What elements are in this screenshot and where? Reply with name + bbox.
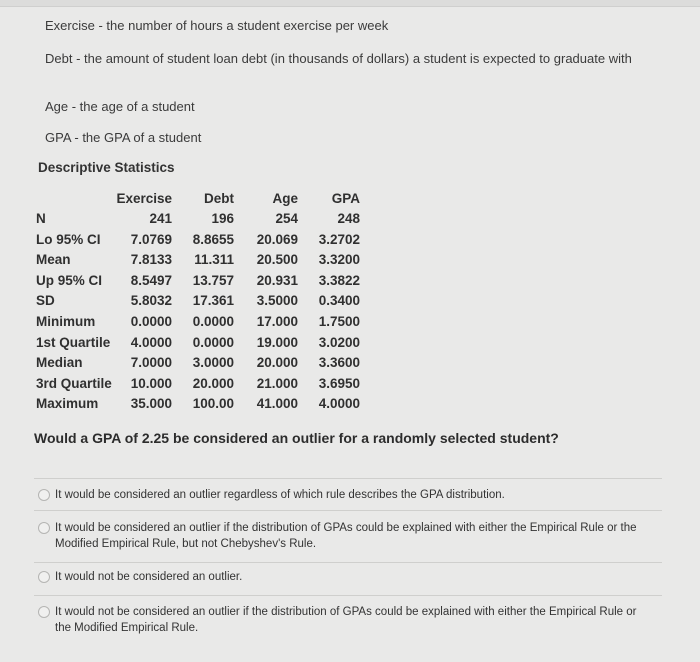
row-label: 3rd Quartile [36, 375, 112, 391]
option-divider [34, 595, 662, 596]
cell-debt: 100.00 [192, 396, 234, 412]
cell-debt: 3.0000 [192, 355, 234, 371]
option-label: It would not be considered an outlier. [55, 571, 243, 583]
section-title: Descriptive Statistics [38, 160, 175, 175]
cell-exercise: 4.0000 [130, 334, 172, 350]
cell-exercise: 241 [149, 211, 172, 226]
row-label: Median [36, 355, 83, 371]
cell-age: 20.000 [256, 355, 298, 371]
cell-gpa: 1.7500 [318, 314, 360, 329]
option-divider [34, 562, 662, 563]
radio-button[interactable] [38, 489, 50, 501]
cell-debt: 17.361 [192, 293, 234, 309]
cell-age: 19.000 [256, 334, 298, 350]
column-header-gpa: GPA [331, 191, 360, 206]
option-divider [34, 510, 662, 511]
cell-exercise: 0.0000 [130, 314, 172, 329]
cell-age: 20.500 [256, 252, 298, 268]
row-label: Maximum [36, 396, 99, 412]
row-label: SD [36, 293, 55, 309]
cell-gpa: 3.2702 [318, 231, 360, 247]
row-label: 1st Quartile [36, 334, 111, 350]
cell-gpa: 0.3400 [318, 293, 360, 309]
cell-gpa: 4.0000 [318, 396, 360, 412]
definition-age: Age - the age of a student [45, 99, 195, 114]
cell-exercise: 7.8133 [130, 252, 172, 268]
cell-exercise: 7.0769 [130, 231, 172, 247]
cell-age: 254 [275, 211, 298, 226]
row-label: N [36, 211, 46, 226]
cell-exercise: 5.8032 [130, 293, 172, 309]
cell-age: 3.5000 [256, 293, 298, 309]
column-header-age: Age [272, 191, 298, 206]
definition-gpa: GPA - the GPA of a student [45, 130, 202, 145]
column-header-debt: Debt [204, 191, 234, 206]
cell-age: 20.069 [256, 231, 298, 247]
cell-gpa: 3.3200 [318, 252, 360, 268]
definition-exercise: Exercise - the number of hours a student exercise per week [45, 18, 389, 33]
row-label: Up 95% CI [36, 272, 103, 288]
option-label: It would be considered an outlier if the distribution of GPAs could be explained with either the Empirical Rule or the Modified Empirical Rule, but not Chebyshev's Rule. [55, 522, 637, 550]
cell-debt: 13.757 [192, 272, 234, 288]
column-header-exercise: Exercise [116, 191, 172, 206]
row-label: Lo 95% CI [36, 231, 101, 247]
cell-gpa: 3.6950 [318, 375, 360, 391]
cell-exercise: 7.0000 [130, 355, 172, 371]
cell-gpa: 248 [337, 211, 360, 226]
radio-button[interactable] [38, 606, 50, 618]
option-divider [34, 478, 662, 479]
radio-button[interactable] [38, 571, 50, 583]
definition-debt: Debt - the amount of student loan debt (in thousands of dollars) a student is expected to graduate with [45, 51, 632, 66]
cell-gpa: 3.3600 [318, 355, 360, 371]
cell-age: 17.000 [256, 314, 298, 329]
cell-debt: 196 [211, 211, 234, 226]
cell-debt: 0.0000 [192, 334, 234, 350]
cell-debt: 0.0000 [192, 314, 234, 329]
row-label: Minimum [36, 314, 96, 329]
cell-debt: 11.311 [194, 252, 234, 268]
cell-age: 20.931 [256, 272, 298, 288]
cell-age: 21.000 [256, 375, 298, 391]
radio-button[interactable] [38, 522, 50, 534]
cell-exercise: 8.5497 [130, 272, 172, 288]
cell-debt: 20.000 [192, 375, 234, 391]
option-label: It would not be considered an outlier if the distribution of GPAs could be explained with either the Empirical Rule or the Modified Empirical Rule. [55, 606, 637, 634]
cell-exercise: 35.000 [130, 396, 172, 412]
top-divider [0, 0, 700, 7]
cell-age: 41.000 [256, 396, 298, 412]
cell-gpa: 3.3822 [318, 272, 360, 288]
cell-gpa: 3.0200 [318, 334, 360, 350]
cell-debt: 8.8655 [192, 231, 234, 247]
question-text: Would a GPA of 2.25 be considered an outlier for a randomly selected student? [34, 430, 559, 446]
cell-exercise: 10.000 [130, 375, 172, 391]
option-label: It would be considered an outlier regardless of which rule describes the GPA distribution. [55, 489, 505, 501]
row-label: Mean [36, 252, 71, 268]
